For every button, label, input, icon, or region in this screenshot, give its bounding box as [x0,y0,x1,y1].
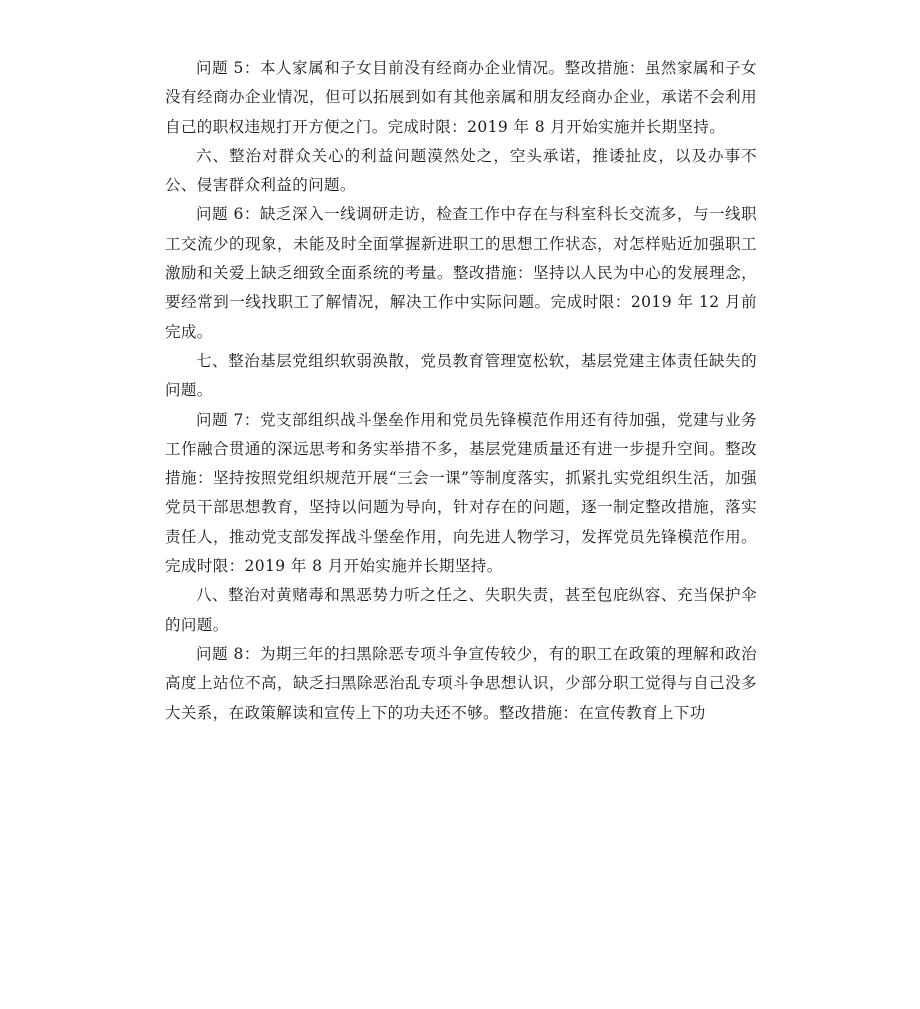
paragraph-issue-7: 问题 7：党支部组织战斗堡垒作用和党员先锋模范作用还有待加强，党建与业务工作融合贯通的深远思考和务实举措不多，基层党建质量还有进一步提升空间。整改措施：坚持按照党组织规范开展“三会一课”等制度落实，抓紧扎实党组织生活，加强党员干部思想教育，坚持以问题为导向，针对存在的问题，逐一制定整改措施，落实责任人，推动党支部发挥战斗堡垒作用，向先进人物学习，发挥党员先锋模范作用。完成时限：2019 年 8 月开始实施并长期坚持。 [165,410,757,576]
document-body [165,54,757,728]
paragraph-section-6-heading: 六、整治对群众关心的利益问题漠然处之，空头承诺，推诿扯皮，以及办事不公、侵害群众利益的问题。 [165,146,757,195]
paragraph-issue-5: 问题 5：本人家属和子女目前没有经商办企业情况。整改措施：虽然家属和子女没有经商办企业情况，但可以拓展到如有其他亲属和朋友经商办企业，承诺不会利用自己的职权违规打开方便之门。完成时限：2019 年 8 月开始实施并长期坚持。 [165,59,757,136]
paragraph-section-7-heading: 七、整治基层党组织软弱涣散，党员教育管理宽松软，基层党建主体责任缺失的问题。 [165,351,757,400]
paragraph-issue-6: 问题 6：缺乏深入一线调研走访，检查工作中存在与科室科长交流多，与一线职工交流少的现象，未能及时全面掌握新进职工的思想工作状态，对怎样贴近加强职工激励和关爱上缺乏细致全面系统的考量。整改措施：坚持以人民为中心的发展理念，要经常到一线找职工了解情况，解决工作中实际问题。完成时限：2019 年 12 月前完成。 [165,205,757,341]
paragraph-section-8-heading: 八、整治对黄赌毒和黑恶势力听之任之、失职失责，甚至包庇纵容、充当保护伞的问题。 [165,586,757,634]
paragraph-issue-8: 问题 8：为期三年的扫黑除恶专项斗争宣传较少，有的职工在政策的理解和政治高度上站位不高，缺乏扫黑除恶治乱专项斗争思想认识，少部分职工觉得与自己没多大关系，在政策解读和宣传上下的功夫还不够。整改措施：在宣传教育上下功 [165,644,757,722]
